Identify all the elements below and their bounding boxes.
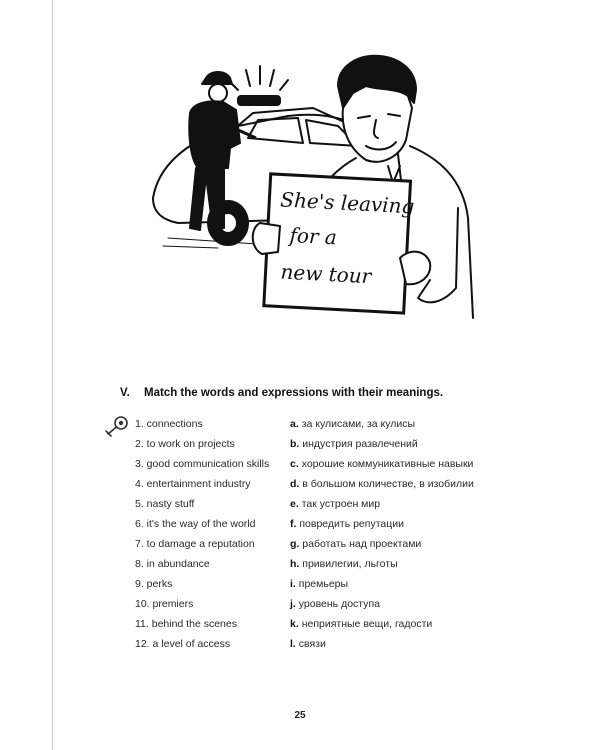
meaning-letter: b.: [290, 438, 300, 450]
meaning-text: уровень доступа: [298, 598, 380, 610]
exercise-number: V.: [120, 387, 130, 399]
term-item: 3. good communication skills: [135, 458, 270, 470]
meaning-text: за кулисами, за кулисы: [301, 418, 416, 430]
meaning-item: [290, 497, 520, 517]
term-item: 11. behind the scenes: [135, 618, 237, 630]
sign-line-3: new tour: [280, 259, 372, 289]
page-margin-line: [52, 0, 53, 750]
meaning-item: [290, 557, 520, 577]
term-item: 6. it's the way of the world: [135, 518, 256, 530]
sign-line-1: She's leaving: [279, 187, 415, 219]
term-item: 5. nasty stuff: [135, 498, 195, 510]
term-item: 10. premiers: [135, 598, 194, 610]
audio-listen-icon[interactable]: [104, 414, 130, 438]
meaning-text: связи: [298, 638, 326, 650]
page-number: 25: [294, 710, 306, 721]
term-item: 8. in abundance: [135, 558, 210, 570]
meaning-text: привилегии, льготы: [302, 558, 398, 570]
police-light-drawing: [228, 66, 288, 105]
meaning-letter: i.: [290, 578, 296, 590]
meaning-item: [290, 517, 520, 537]
meaning-letter: g.: [290, 538, 300, 550]
sign-board: [264, 174, 416, 313]
meaning-item: [290, 477, 520, 497]
meaning-letter: k.: [290, 618, 299, 630]
meaning-letter: c.: [290, 458, 299, 470]
meaning-item: [290, 437, 520, 457]
terms-list: [135, 417, 285, 657]
meaning-item: [290, 597, 520, 617]
exercise-instruction: Match the words and expressions with their meanings.: [144, 387, 444, 399]
meaning-text: индустрия развлечений: [302, 438, 418, 450]
term-item: 7. to damage a reputation: [135, 538, 255, 550]
meaning-text: так устроен мир: [301, 498, 381, 510]
exercise-heading: [120, 387, 443, 399]
meaning-letter: e.: [290, 498, 299, 510]
term-item: 4. entertainment industry: [135, 478, 251, 490]
term-item: 12. a level of access: [135, 638, 231, 650]
meaning-text: работать над проектами: [302, 538, 422, 550]
meaning-item: [290, 577, 520, 597]
meaning-item: [290, 457, 520, 477]
meaning-letter: j.: [290, 598, 296, 610]
meaning-item: [290, 617, 520, 637]
meaning-item: [290, 417, 520, 437]
meaning-letter: a.: [290, 418, 299, 430]
meanings-list: [290, 417, 520, 657]
meaning-text: в большом количестве, в изобилии: [302, 478, 474, 490]
term-item: 2. to work on projects: [135, 438, 235, 450]
meaning-text: повредить репутации: [299, 518, 404, 530]
sign-line-2: for a: [288, 222, 338, 250]
meaning-letter: f.: [290, 518, 297, 530]
term-item: 1. connections: [135, 418, 203, 430]
meaning-text: хорошие коммуникативные навыки: [301, 458, 474, 470]
meaning-item: [290, 637, 520, 657]
illustration-man-with-sign: [138, 48, 478, 348]
meaning-text: неприятные вещи, гадости: [301, 618, 433, 630]
meaning-letter: d.: [290, 478, 300, 490]
meaning-text: премьеры: [298, 578, 349, 590]
meaning-letter: l.: [290, 638, 296, 650]
term-item: 9. perks: [135, 578, 173, 590]
meaning-item: [290, 537, 520, 557]
meaning-letter: h.: [290, 558, 300, 570]
